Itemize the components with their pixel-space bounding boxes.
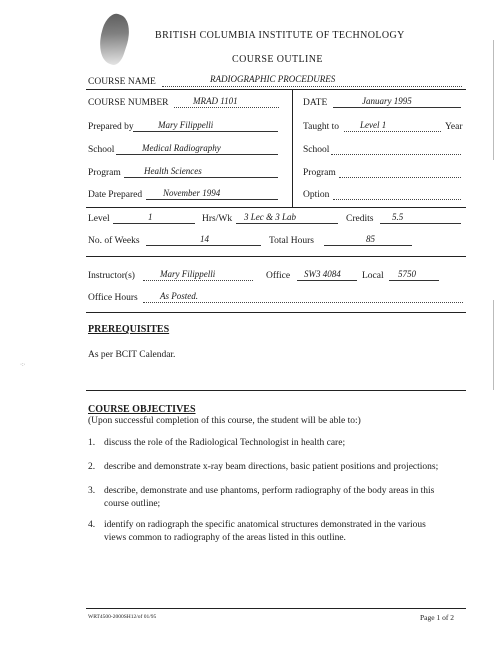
prepared-by-line <box>133 131 278 132</box>
objective-text: discuss the role of the Radiological Technologist in health care; <box>104 438 346 448</box>
page-number: Page 1 of 2 <box>420 613 454 622</box>
box-bottom-border <box>86 207 466 208</box>
objective-number: 4. <box>88 520 96 530</box>
scan-smudge <box>93 11 135 67</box>
scan-edge-line <box>493 40 494 160</box>
date-line <box>333 107 461 108</box>
total-hours-value: 85 <box>366 234 375 244</box>
instructor-label: Instructor(s) <box>88 271 135 281</box>
office-hours-label: Office Hours <box>88 293 138 303</box>
objectives-intro: (Upon successful completion of this course, the student will be able to:) <box>88 416 361 426</box>
scan-edge-line <box>493 300 494 390</box>
local-label: Local <box>362 271 384 281</box>
school-right-line <box>331 154 461 155</box>
section-divider <box>86 256 466 257</box>
hrs-wk-line <box>236 223 338 224</box>
instructor-line <box>143 280 253 281</box>
course-name-line <box>162 86 462 87</box>
prerequisites-text: As per BCIT Calendar. <box>88 350 176 360</box>
office-hours-line <box>143 302 463 303</box>
course-number-value: MRAD 1101 <box>193 96 238 106</box>
section-divider <box>86 312 466 313</box>
scan-speck: ·:· <box>20 362 26 368</box>
office-hours-value: As Posted. <box>160 291 198 301</box>
objective-number: 2. <box>88 462 96 472</box>
school-line <box>116 154 278 155</box>
date-prepared-line <box>146 199 278 200</box>
hrs-wk-value: 3 Lec & 3 Lab <box>244 212 297 222</box>
objective-text: course outline; <box>104 499 161 509</box>
prepared-by-label: Prepared by <box>88 122 134 132</box>
weeks-line <box>146 245 261 246</box>
total-hours-label: Total Hours <box>269 236 314 246</box>
prepared-by-value: Mary Filippelli <box>158 120 214 130</box>
course-number-label: COURSE NUMBER <box>88 98 169 108</box>
total-hours-line <box>324 245 412 246</box>
taught-to-value: Level 1 <box>360 120 387 130</box>
objectives-heading: COURSE OBJECTIVES <box>88 404 196 415</box>
office-value: SW3 4084 <box>304 269 341 279</box>
course-number-line <box>174 107 279 108</box>
local-line <box>389 280 439 281</box>
office-label: Office <box>266 271 291 281</box>
credits-value: 5.5 <box>392 212 404 222</box>
taught-to-suffix: Year <box>445 122 463 132</box>
hrs-wk-label: Hrs/Wk <box>202 214 233 224</box>
objective-text: identify on radiograph the specific anatomical structures demonstrated in the various <box>104 520 426 530</box>
program-right-line <box>339 177 461 178</box>
weeks-label: No. of Weeks <box>88 236 140 246</box>
school-value: Medical Radiography <box>142 143 221 153</box>
level-line <box>113 223 195 224</box>
objective-text: views common to radiography of the areas listed in this outline. <box>104 533 346 543</box>
office-line <box>297 280 357 281</box>
institute-name: BRITISH COLUMBIA INSTITUTE OF TECHNOLOGY <box>155 30 405 41</box>
form-code: WRT4500-2000SH12/of 01/95 <box>88 614 157 620</box>
taught-to-label: Taught to <box>303 122 340 132</box>
program-line <box>124 177 278 178</box>
taught-to-line <box>344 131 441 132</box>
level-value: 1 <box>148 212 153 222</box>
program-right-label: Program <box>303 168 336 178</box>
level-label: Level <box>88 214 110 224</box>
local-value: 5750 <box>398 269 416 279</box>
course-name-label: COURSE NAME <box>88 77 156 87</box>
program-label: Program <box>88 168 121 178</box>
prerequisites-heading: PREREQUISITES <box>88 324 170 335</box>
footer-divider <box>86 608 466 609</box>
date-label: DATE <box>303 98 328 108</box>
objective-number: 1. <box>88 438 96 448</box>
section-divider <box>86 390 466 391</box>
credits-line <box>380 223 461 224</box>
objective-text: describe, demonstrate and use phantoms, perform radiography of the body areas in this <box>104 486 435 496</box>
program-value: Health Sciences <box>144 166 202 176</box>
course-name-value: RADIOGRAPHIC PROCEDURES <box>210 74 336 84</box>
credits-label: Credits <box>346 214 374 224</box>
box-divider <box>292 89 293 207</box>
school-label: School <box>88 145 115 155</box>
date-prepared-value: November 1994 <box>163 188 221 198</box>
weeks-value: 14 <box>200 234 209 244</box>
objective-number: 3. <box>88 486 96 496</box>
option-line <box>333 199 461 200</box>
date-value: January 1995 <box>362 96 412 106</box>
box-top-border <box>86 89 466 90</box>
document-title: COURSE OUTLINE <box>232 54 323 65</box>
instructor-value: Mary Filippelli <box>160 269 216 279</box>
objective-text: describe and demonstrate x-ray beam directions, basic patient positions and projections; <box>104 462 439 472</box>
option-label: Option <box>303 190 330 200</box>
date-prepared-label: Date Prepared <box>88 190 143 200</box>
school-right-label: School <box>303 145 330 155</box>
